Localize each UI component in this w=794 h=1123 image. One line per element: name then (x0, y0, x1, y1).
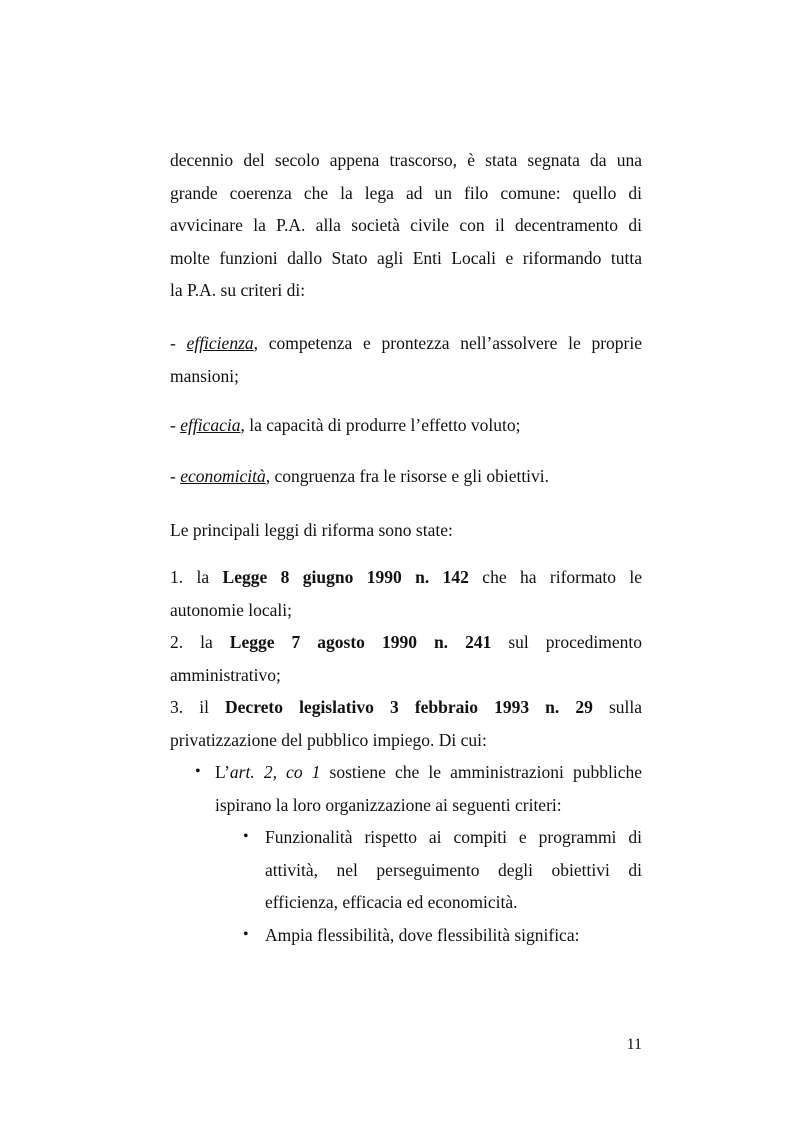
law-item-2 (170, 626, 642, 691)
criterion-efficacia (170, 409, 642, 442)
law-title: Legge 8 giugno 1990 n. 142 (222, 567, 469, 587)
intro-line: la P.A. su criteri di: (170, 280, 306, 300)
sub-bullet-line: Funzionalità rispetto ai compiti e programmi di (265, 827, 642, 847)
law-title: Legge 7 agosto 1990 n. 241 (229, 632, 492, 652)
bullet-line: L’art. 2, co 1 sostiene che le amministrazioni pubbliche (215, 762, 642, 782)
law-line: 3. il Decreto legislativo 3 febbraio 1993 n. 29 sulla (170, 697, 642, 717)
criterion-term: economicità (180, 466, 266, 486)
bullet-icon: • (195, 763, 201, 780)
laws-heading: Le principali leggi di riforma sono state: (170, 520, 453, 540)
law-line: autonomie locali; (170, 599, 292, 620)
bullet-art (215, 756, 642, 821)
criterion-line: - efficienza, competenza e prontezza nell’assolvere le proprie (170, 333, 643, 353)
intro-line: decennio del secolo appena trascorso, è stata segnata da una (170, 150, 642, 170)
law-line: 1. la Legge 8 giugno 1990 n. 142 che ha riformato le (170, 567, 642, 587)
criterion-term: efficienza (186, 333, 254, 353)
criterion-efficienza (170, 327, 642, 392)
bullet-icon: • (243, 828, 249, 845)
intro-paragraph (170, 144, 642, 307)
intro-line: molte funzioni dallo Stato agli Enti Locali e riformando tutta (170, 247, 642, 268)
law-line: amministrativo; (170, 664, 281, 685)
criterion-line: - economicità, congruenza fra le risorse e gli obiettivi. (170, 466, 550, 486)
intro-line: avvicinare la P.A. alla società civile con il decentramento di (170, 215, 642, 235)
law-item-1 (170, 561, 642, 626)
criterion-economicita (170, 460, 642, 493)
criterion-term: efficacia (180, 415, 241, 435)
sub-bullet-line: Ampia flessibilità, dove flessibilità significa: (265, 925, 580, 945)
criterion-line: mansioni; (170, 365, 240, 386)
law-title: Decreto legislativo 3 febbraio 1993 n. 29 (225, 697, 593, 717)
sub-bullet-funzionalita (265, 821, 642, 919)
article-ref: art. 2, co 1 (229, 762, 321, 782)
law-item-3 (170, 691, 642, 756)
intro-line: grande coerenza che la lega ad un filo comune: quello di (170, 182, 642, 203)
page-number: 11 (626, 1036, 642, 1053)
sub-bullet-line: attività, nel perseguimento degli obiettivi di (265, 859, 642, 880)
sub-bullet-line: efficienza, efficacia ed economicità. (265, 892, 518, 912)
law-line: privatizzazione del pubblico impiego. Di cui: (170, 729, 487, 750)
sub-bullet-flessibilita (265, 919, 642, 952)
law-line: 2. la Legge 7 agosto 1990 n. 241 sul procedimento (170, 632, 642, 652)
bullet-line: ispirano la loro organizzazione ai seguenti criteri: (215, 794, 562, 815)
bullet-icon: • (243, 926, 249, 943)
criterion-line: - efficacia, la capacità di produrre l’effetto voluto; (170, 415, 521, 435)
